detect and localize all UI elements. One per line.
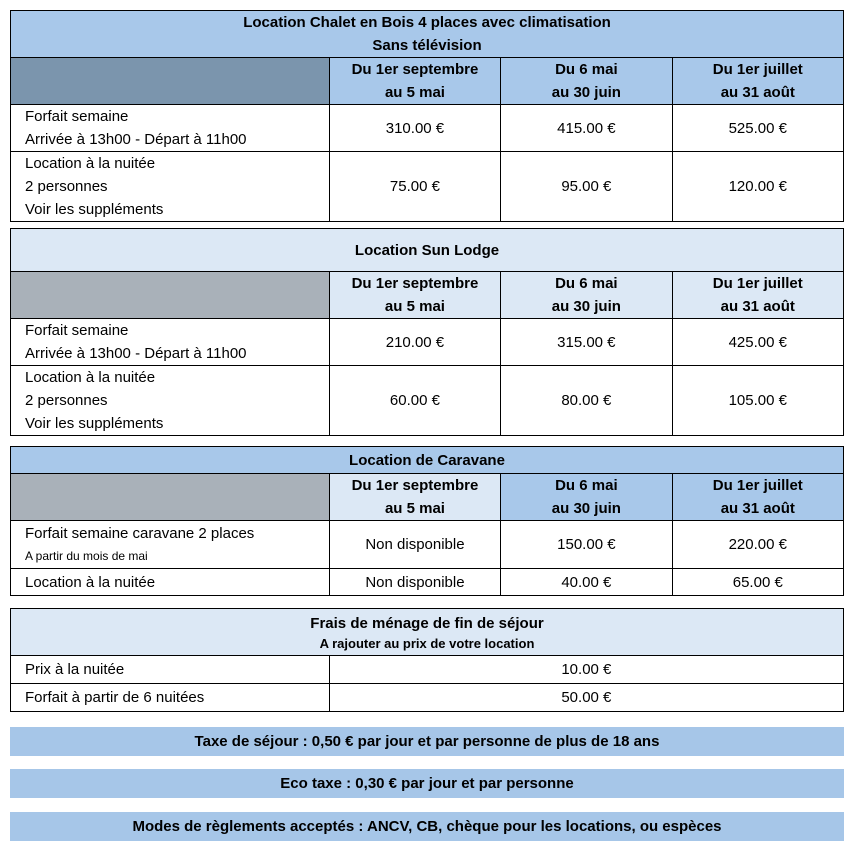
row-label [11, 521, 330, 569]
label-note: A partir du mois de mai [25, 548, 148, 563]
label-line: Arrivée à 13h00 - Départ à 11h00 [25, 131, 247, 148]
caravane-header-corner [11, 474, 330, 521]
caravane-season-3 [672, 474, 843, 521]
row-label [11, 152, 330, 222]
reglements-bar: Modes de règlements acceptés : ANCV, CB, chèque pour les locations, ou espèces [10, 812, 844, 841]
season-line: au 5 mai [384, 84, 445, 101]
price-cell: 150.00 € [501, 521, 672, 569]
label-line: Location à la nuitée [25, 155, 156, 172]
menage-title: Frais de ménage de fin de séjour [310, 614, 544, 632]
price-cell: 60.00 € [329, 366, 500, 436]
caravane-title: Location de Caravane [11, 447, 844, 474]
price-cell: 415.00 € [501, 105, 672, 152]
label-line: Location à la nuitée [25, 369, 156, 386]
price-cell: 310.00 € [329, 105, 500, 152]
row-label: Location à la nuitée [11, 569, 330, 596]
table-row [11, 684, 844, 712]
price-cell: 120.00 € [672, 152, 843, 222]
label-line: Arrivée à 13h00 - Départ à 11h00 [25, 345, 247, 362]
season-line: Du 1er juillet [712, 275, 803, 292]
chalet-header-corner [11, 58, 330, 105]
price-cell: 75.00 € [329, 152, 500, 222]
table-row [11, 366, 844, 436]
taxe-sejour-bar: Taxe de séjour : 0,50 € par jour et par personne de plus de 18 ans [10, 727, 844, 756]
sunlodge-season-1 [329, 272, 500, 319]
price-cell: 10.00 € [329, 656, 843, 684]
season-line: Du 1er juillet [712, 477, 803, 494]
price-cell: 220.00 € [672, 521, 843, 569]
price-cell: 105.00 € [672, 366, 843, 436]
chalet-title-cell [11, 11, 844, 58]
table-row [11, 569, 844, 596]
season-line: au 31 août [720, 500, 795, 517]
sunlodge-table [10, 228, 844, 436]
label-line: Voir les suppléments [25, 415, 164, 432]
label-line: 2 personnes [25, 178, 108, 195]
season-line: au 30 juin [551, 500, 621, 517]
label-line: 2 personnes [25, 392, 108, 409]
price-cell: 95.00 € [501, 152, 672, 222]
table-row [11, 521, 844, 569]
sunlodge-season-3 [672, 272, 843, 319]
table-row [11, 105, 844, 152]
sunlodge-title: Location Sun Lodge [11, 229, 844, 272]
chalet-table [10, 10, 844, 222]
season-line: au 31 août [720, 84, 795, 101]
menage-title-cell [11, 609, 844, 656]
price-cell: 80.00 € [501, 366, 672, 436]
caravane-table [10, 446, 844, 596]
chalet-season-2 [501, 58, 672, 105]
chalet-title: Location Chalet en Bois 4 places avec climatisation [243, 14, 611, 31]
table-row [11, 319, 844, 366]
chalet-subtitle: Sans télévision [372, 37, 482, 54]
row-label [11, 319, 330, 366]
price-cell: 50.00 € [329, 684, 843, 712]
row-label: Forfait à partir de 6 nuitées [11, 684, 330, 712]
price-cell: Non disponible [329, 521, 500, 569]
season-line: Du 6 mai [555, 275, 618, 292]
season-line: au 30 juin [551, 298, 621, 315]
row-label [11, 105, 330, 152]
eco-taxe-bar: Eco taxe : 0,30 € par jour et par personne [10, 769, 844, 798]
season-line: Du 6 mai [555, 61, 618, 78]
price-cell: 65.00 € [672, 569, 843, 596]
price-cell: 425.00 € [672, 319, 843, 366]
sunlodge-header-corner [11, 272, 330, 319]
label-line: Forfait semaine caravane 2 places [25, 524, 255, 542]
price-cell: 40.00 € [501, 569, 672, 596]
sunlodge-season-2 [501, 272, 672, 319]
label-line: Forfait semaine [25, 322, 129, 339]
caravane-season-2 [501, 474, 672, 521]
season-line: Du 1er septembre [351, 61, 479, 78]
menage-subtitle: A rajouter au prix de votre location [319, 635, 535, 651]
price-cell: Non disponible [329, 569, 500, 596]
season-line: Du 1er juillet [712, 61, 803, 78]
season-line: Du 1er septembre [351, 275, 479, 292]
chalet-season-1 [329, 58, 500, 105]
menage-table [10, 608, 844, 712]
chalet-season-3 [672, 58, 843, 105]
table-row [11, 656, 844, 684]
season-line: au 31 août [720, 298, 795, 315]
season-line: au 5 mai [384, 500, 445, 517]
table-row [11, 152, 844, 222]
price-cell: 525.00 € [672, 105, 843, 152]
caravane-season-1 [329, 474, 500, 521]
row-label: Prix à la nuitée [11, 656, 330, 684]
price-cell: 315.00 € [501, 319, 672, 366]
label-line: Forfait semaine [25, 108, 129, 125]
season-line: au 5 mai [384, 298, 445, 315]
season-line: Du 1er septembre [351, 477, 479, 494]
row-label [11, 366, 330, 436]
label-line: Voir les suppléments [25, 201, 164, 218]
season-line: Du 6 mai [555, 477, 618, 494]
price-cell: 210.00 € [329, 319, 500, 366]
season-line: au 30 juin [551, 84, 621, 101]
